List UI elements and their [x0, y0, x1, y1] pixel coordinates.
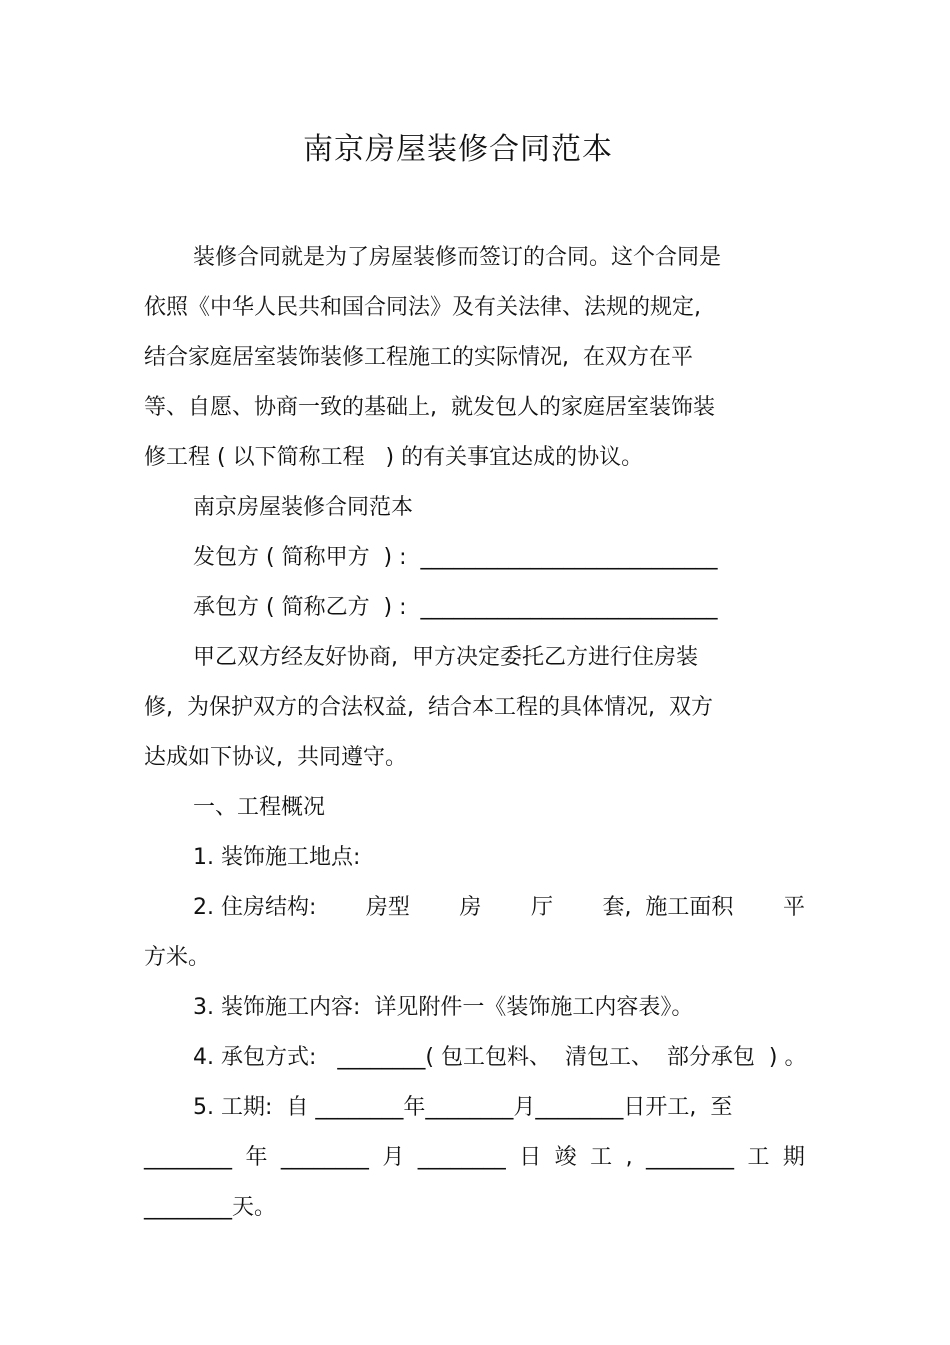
- intro-line-5: 修工程 ( 以下简称工程 ) 的有关事宜达成的协议。: [144, 445, 644, 470]
- item-2-part: 2. 住房结构:: [193, 895, 317, 920]
- intro-line-2: 依照《中华人民共和国合同法》及有关法律、法规的规定,: [144, 295, 701, 320]
- agreement-line-1: 甲乙双方经友好协商, 甲方决定委托乙方进行住房装: [193, 645, 698, 670]
- item-2-part: 厅: [530, 895, 553, 920]
- item-5-part: 工: [590, 1145, 613, 1170]
- item-5-part: 竣: [554, 1145, 577, 1170]
- party-b-line: 承包方 ( 简称乙方 ) : ___________________________: [193, 595, 718, 620]
- item-1-location: 1. 装饰施工地点:: [193, 845, 361, 870]
- item-3-content: 3. 装饰施工内容: 详见附件一《装饰施工内容表》。: [193, 995, 694, 1020]
- item-5-part: ________: [280, 1145, 369, 1170]
- item-2-tail: 方米。: [144, 945, 211, 970]
- item-5-part: ,: [625, 1145, 633, 1170]
- item-5-part: 期: [782, 1145, 805, 1170]
- section-1-heading: 一、工程概况: [193, 795, 326, 820]
- item-4-contract-method: 4. 承包方式: ________( 包工包料、 清包工、 部分承包 ) 。: [193, 1045, 807, 1070]
- intro-line-4: 等、自愿、协商一致的基础上, 就发包人的家庭居室装饰装: [144, 395, 715, 420]
- agreement-line-2: 修, 为保护双方的合法权益, 结合本工程的具体情况, 双方: [144, 695, 713, 720]
- item-5-period-line-2: [144, 1143, 805, 1173]
- document-title: 南京房屋装修合同范本: [303, 132, 613, 167]
- item-2-part: 房型: [365, 895, 410, 920]
- item-5-part: ________: [144, 1145, 232, 1170]
- item-2-part: 套, 施工面积: [602, 895, 734, 920]
- intro-line-3: 结合家庭居室装饰装修工程施工的实际情况, 在双方在平: [144, 345, 693, 370]
- item-5-period-line-3: ________天。: [144, 1195, 277, 1220]
- item-5-period-line-1: 5. 工期: 自 ________年________月________日开工, 至: [193, 1095, 733, 1120]
- agreement-line-3: 达成如下协议, 共同遵守。: [144, 745, 407, 770]
- item-5-part: ________: [646, 1145, 735, 1170]
- item-5-part: 年: [245, 1145, 268, 1170]
- item-5-part: 工: [747, 1145, 770, 1170]
- item-5-part: 月: [382, 1145, 405, 1170]
- item-2-structure: [193, 893, 805, 923]
- item-2-part: 房: [459, 895, 482, 920]
- item-5-part: ________: [417, 1145, 506, 1170]
- item-5-part: 日: [519, 1145, 542, 1170]
- document-subtitle: 南京房屋装修合同范本: [193, 495, 414, 520]
- item-2-part: 平: [782, 895, 805, 920]
- intro-line-1: 装修合同就是为了房屋装修而签订的合同。这个合同是: [193, 245, 722, 270]
- party-a-line: 发包方 ( 简称甲方 ) : ___________________________: [193, 545, 718, 570]
